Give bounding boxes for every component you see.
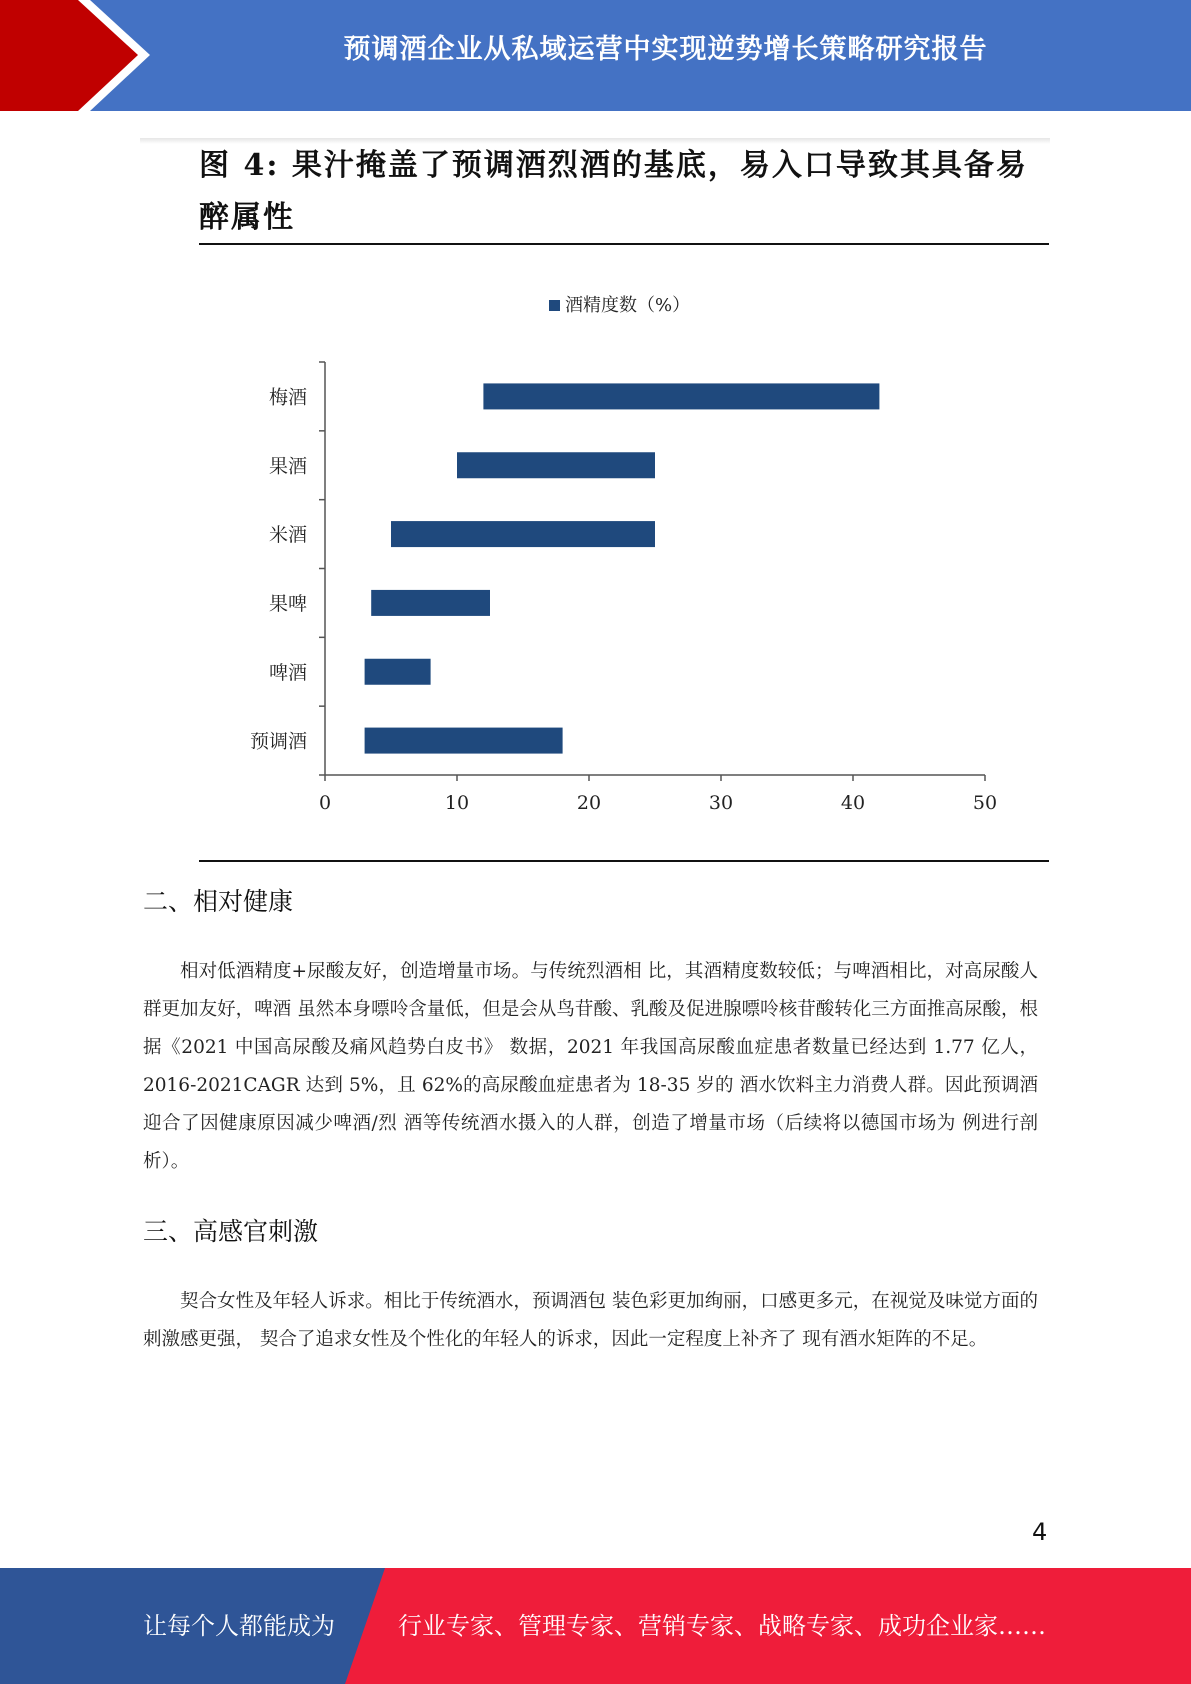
footer-slogan-right: 行业专家、管理专家、营销专家、战略专家、成功企业家……	[398, 1612, 1046, 1640]
section-paragraph-health: 相对低酒精度+尿酸友好，创造增量市场。与传统烈酒相 比，其酒精度数较低；与啤酒相比，对高尿酸人群更加友好，啤酒 虽然本身嘌呤含量低，但是会从鸟苷酸、乳酸及促进腺嘌呤核苷酸转化三方面推高尿酸，根据《2021 中国高尿酸及痛风趋势白皮书》 数据，2021 年我国高尿酸血症患者数量已经达到 1.77 亿人， 2016-2021CAGR 达到 5%，且 62%的高尿酸血症患者为 18-35 岁的 酒水饮料主力消费人群。因此预调酒迎合了因健康原因减少啤酒/烈 酒等传统酒水摄入的人群，创造了增量市场（后续将以德国市场为 例进行剖析）。	[143, 961, 1038, 1172]
x-tick-label: 0	[318, 792, 332, 814]
figure-title-line-1: 图 4: 果汁掩盖了预调酒烈酒的基底，易入口导致其具备易	[199, 148, 1028, 183]
legend-swatch	[549, 300, 560, 311]
section-paragraph-sensory: 契合女性及年轻人诉求。相比于传统酒水，预调酒包 装色彩更加绚丽，口感更多元，在视觉及味觉方面的刺激感更强， 契合了追求女性及个性化的年轻人的诉求，因此一定程度上补齐了 现有酒水矩阵的不足。	[143, 1291, 1038, 1350]
category-label: 米酒	[268, 524, 307, 547]
bar-米酒	[391, 521, 655, 547]
bar-果酒	[457, 452, 655, 478]
figure-title	[199, 140, 1059, 244]
category-label: 梅酒	[268, 386, 307, 409]
alcohol-chart	[199, 270, 1049, 830]
page-footer	[0, 1568, 1191, 1684]
x-tick-label: 40	[840, 792, 866, 814]
footer-slogan-left: 让每个人都能成为	[143, 1612, 335, 1640]
alcohol-chart-svg	[199, 270, 1049, 830]
header-arrow-decoration	[0, 0, 150, 111]
figure-title-rule	[199, 243, 1049, 245]
report-title: 预调酒企业从私域运营中实现逆势增长策略研究报告	[343, 34, 988, 65]
x-tick-label: 50	[972, 792, 998, 814]
bar-预调酒	[365, 728, 563, 754]
bar-梅酒	[483, 383, 879, 409]
category-label: 预调酒	[249, 730, 307, 753]
category-label: 果酒	[268, 455, 307, 478]
figure-bottom-rule	[199, 860, 1049, 862]
section-heading-sensory: 三、高感官刺激	[143, 1217, 319, 1246]
x-tick-label: 30	[708, 792, 734, 814]
x-tick-label: 20	[576, 792, 602, 814]
category-label: 果啤	[268, 592, 307, 615]
page-header	[0, 0, 1191, 111]
legend-label: 酒精度数（%）	[565, 295, 691, 316]
bar-果啤	[371, 590, 490, 616]
figure-title-line-2: 醉属性	[199, 200, 295, 235]
bar-啤酒	[365, 659, 431, 685]
category-label: 啤酒	[268, 661, 307, 684]
page-number: 4	[1032, 1518, 1048, 1546]
x-tick-label: 10	[444, 792, 470, 814]
section-heading-health: 二、相对健康	[143, 887, 294, 916]
